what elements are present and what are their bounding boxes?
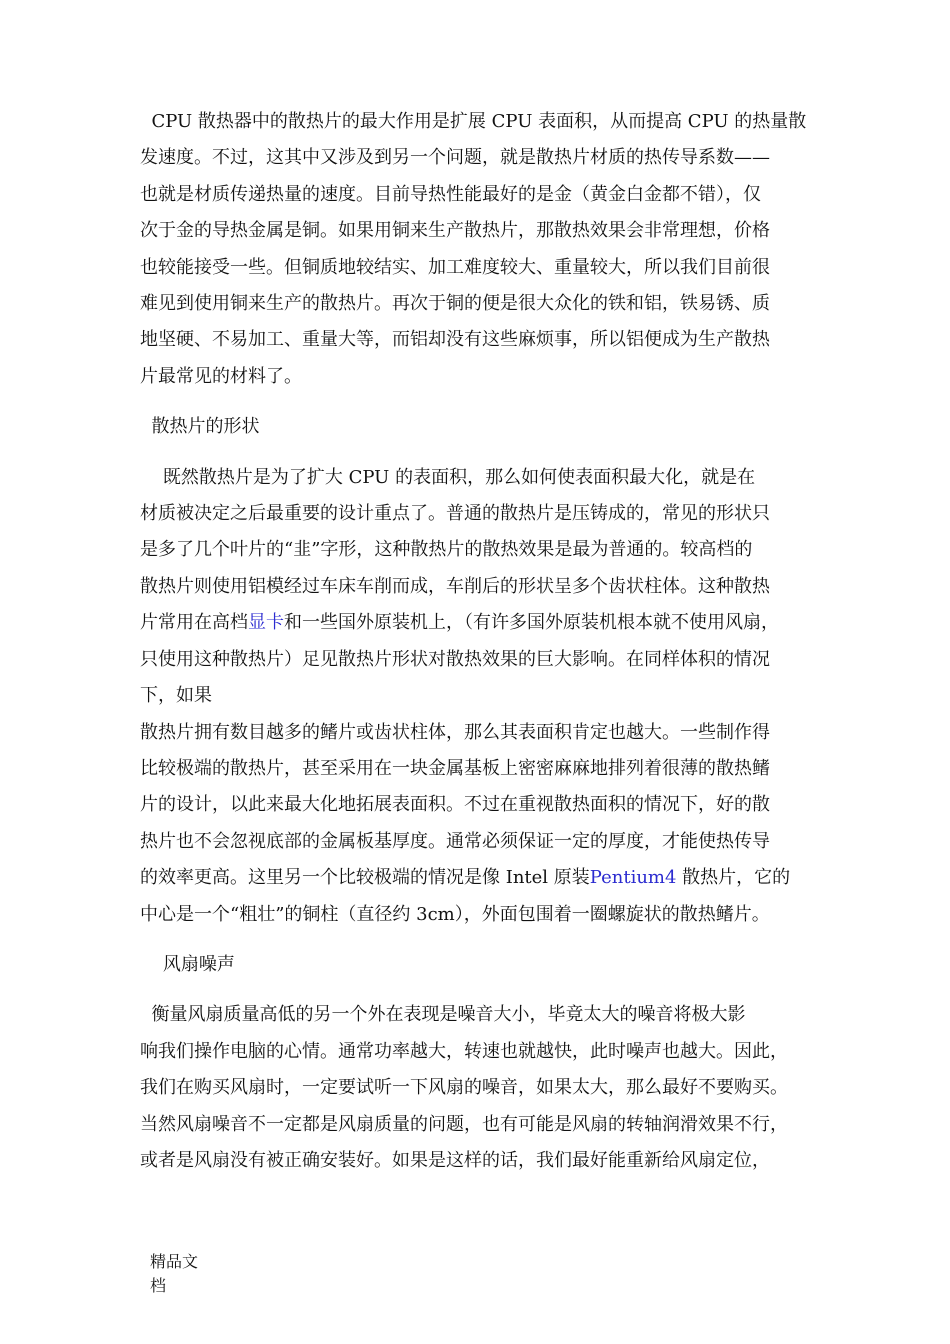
- text-line: [140, 860, 820, 896]
- text-line: 衡量风扇质量高低的另一个外在表现是噪音大小，毕竟太大的噪音将极大影: [140, 1004, 746, 1026]
- footer-watermark: [150, 1250, 210, 1298]
- text-line: 材质被决定之后最重要的设计重点了。普通的散热片是压铸成的，常见的形状只: [140, 503, 770, 525]
- text-line: 当然风扇噪音不一定都是风扇质量的问题，也有可能是风扇的转轴润滑效果不行，: [140, 1113, 788, 1135]
- text-line: CPU 散热器中的散热片的最大作用是扩展 CPU 表面积，从而提高 CPU 的热量散: [140, 111, 807, 132]
- text-line: 地坚硬、不易加工、重量大等，而铝却没有这些麻烦事，所以铝便成为生产散热: [140, 329, 770, 351]
- text-line: 片的设计，以此来最大化地拓展表面积。不过在重视散热面积的情况下，好的散: [140, 794, 770, 816]
- footer-text: 档: [150, 1276, 167, 1295]
- text-line: 发速度。不过，这其中又涉及到另一个问题，就是散热片材质的热传导系数——: [140, 147, 770, 169]
- graphics-card-link[interactable]: 显卡: [248, 612, 284, 634]
- text-line: 比较极端的散热片，甚至采用在一块金属基板上密密麻麻地排列着很薄的散热鳍: [140, 757, 770, 779]
- text-line: 也就是材质传递热量的速度。目前导热性能最好的是金（黄金白金都不错），仅: [140, 183, 761, 205]
- text-line: 我们在购买风扇时，一定要试听一下风扇的噪音，如果太大，那么最好不要购买。: [140, 1077, 788, 1099]
- text-line: 只使用这种散热片）足见散热片形状对散热效果的巨大影响。在同样体积的情况: [140, 648, 770, 670]
- text-line: 或者是风扇没有被正确安装好。如果是这样的话，我们最好能重新给风扇定位，: [140, 1149, 770, 1171]
- text-line: [140, 605, 820, 641]
- text-line: 片最常见的材料了。: [140, 365, 302, 387]
- paragraph-fin-area: [140, 715, 820, 933]
- paragraph-cpu-heatsink: [140, 104, 820, 395]
- pentium4-link[interactable]: Pentium4: [589, 867, 677, 889]
- text-segment: 的效率更高。这里另一个比较极端的情况是像 Intel 原装: [140, 867, 590, 889]
- document-body: [140, 104, 820, 1179]
- paragraph-fan-noise: [140, 997, 820, 1179]
- text-line: 难见到使用铜来生产的散热片。再次于铜的便是很大众化的铁和铝，铁易锈、质: [140, 293, 770, 315]
- paragraph-heatsink-shape: [140, 460, 820, 715]
- text-line: 下，如果: [140, 685, 212, 707]
- text-line: 响我们操作电脑的心情。通常功率越大，转速也就越快，此时噪声也越大。因此，: [140, 1040, 788, 1062]
- section-heading-fan-noise: 风扇噪声: [140, 953, 235, 975]
- text-segment: 散热片，它的: [676, 867, 791, 889]
- text-line: 中心是一个“粗壮”的铜柱（直径约 3cm），外面包围着一圈螺旋状的散热鳍片。: [140, 903, 770, 925]
- text-line: 散热片则使用铝模经过车床车削而成，车削后的形状呈多个齿状柱体。这种散热: [140, 575, 770, 597]
- text-line: 也较能接受一些。但铜质地较结实、加工难度较大、重量较大，所以我们目前很: [140, 256, 770, 278]
- text-line: 热片也不会忽视底部的金属板基厚度。通常必须保证一定的厚度，才能使热传导: [140, 830, 770, 852]
- text-segment: 片常用在高档: [140, 612, 248, 634]
- text-line: 次于金的导热金属是铜。如果用铜来生产散热片，那散热效果会非常理想，价格: [140, 220, 770, 242]
- section-heading-heatsink-shape: 散热片的形状: [140, 416, 260, 438]
- text-line: 散热片拥有数目越多的鳍片或齿状柱体，那么其表面积肯定也越大。一些制作得: [140, 721, 770, 743]
- footer-text: 精品文: [150, 1252, 199, 1271]
- text-segment: 和一些国外原装机上，（有许多国外原装机根本就不使用风扇，: [284, 612, 779, 634]
- text-line: 既然散热片是为了扩大 CPU 的表面积，那么如何使表面积最大化，就是在: [140, 466, 756, 488]
- text-line: 是多了几个叶片的“韭”字形，这种散热片的散热效果是最为普通的。较高档的: [140, 539, 753, 561]
